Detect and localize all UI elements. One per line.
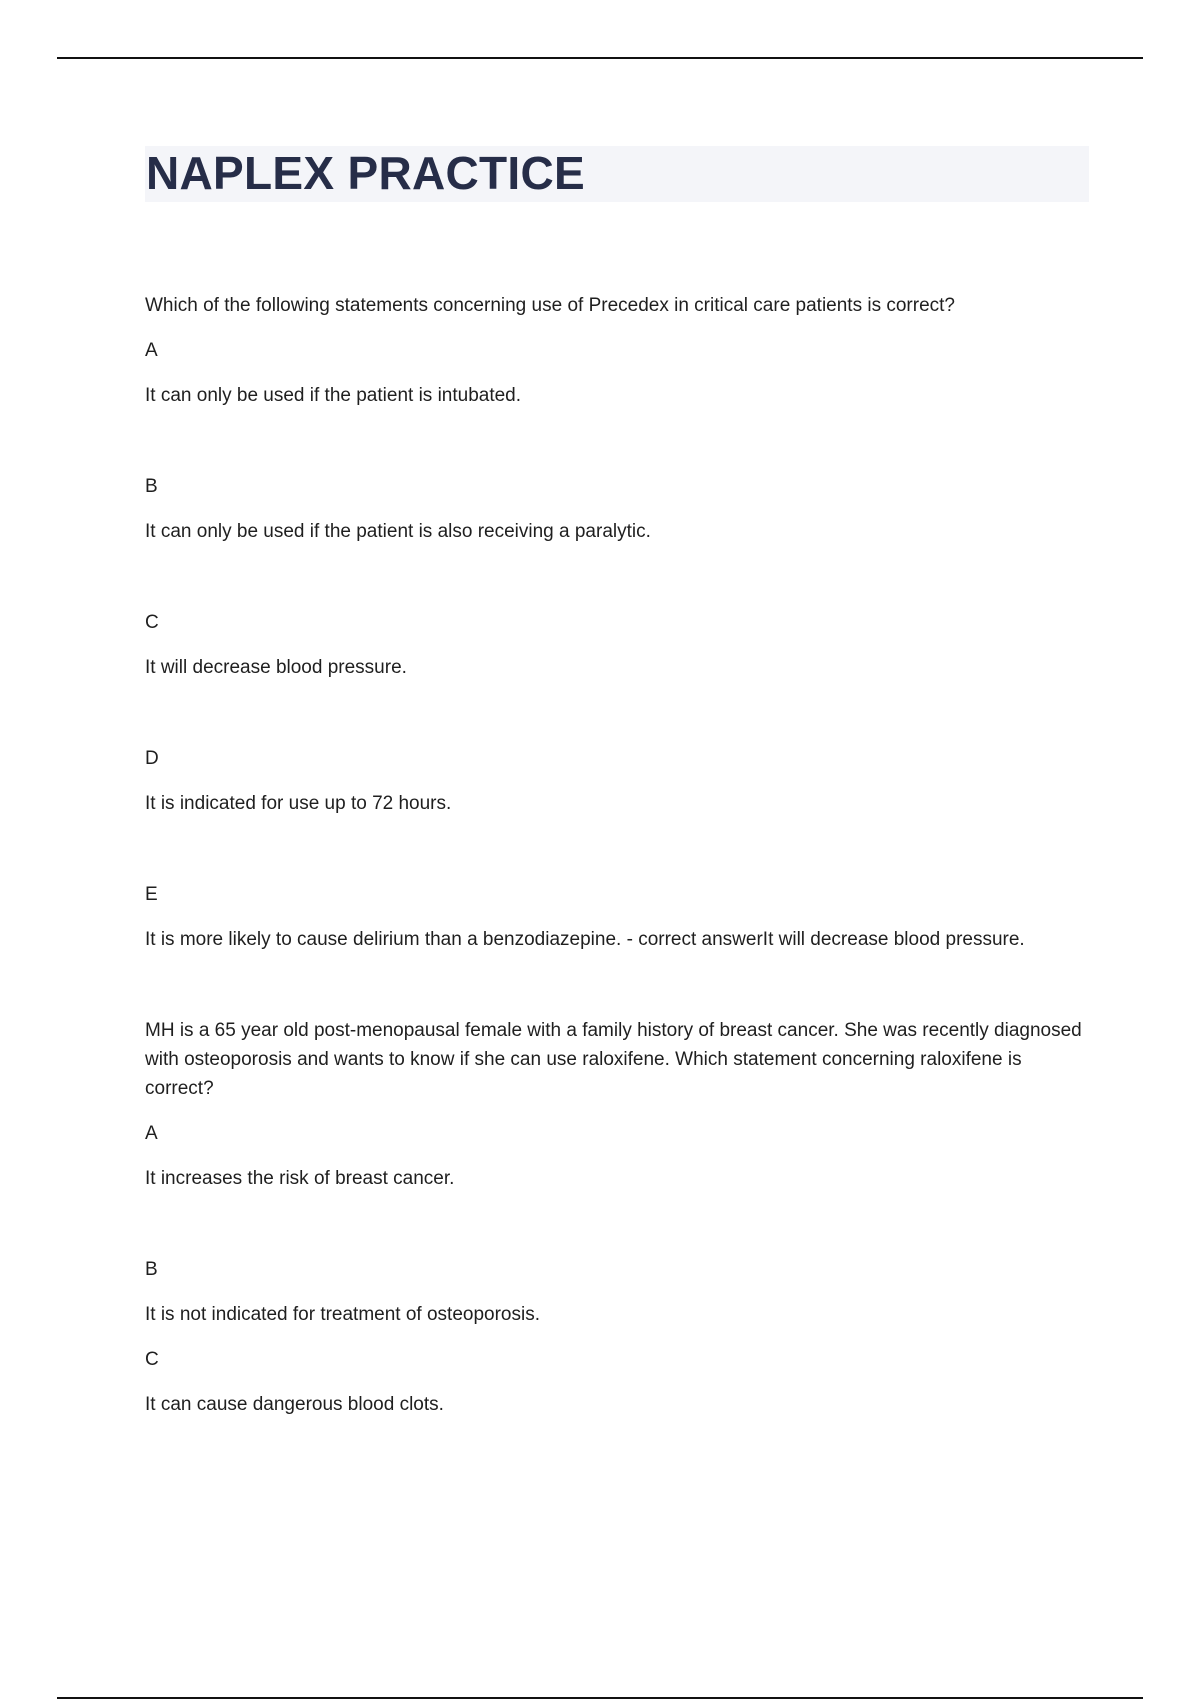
question-1-option-a-text: It can only be used if the patient is intubated. [145, 385, 522, 406]
question-2-option-a-text: It increases the risk of breast cancer. [145, 1168, 455, 1189]
footer-rule [57, 1697, 1143, 1699]
question-1-option-c-letter: C [145, 612, 159, 633]
question-1-option-e-letter: E [145, 884, 158, 905]
question-1-option-a-letter: A [145, 340, 158, 361]
question-2-prompt: MH is a 65 year old post-menopausal female with a family history of breast cancer. She was recently diagnosed with osteoporosis and wants to know if she can use raloxifene. Which statement concerning raloxifene is correct? [145, 1020, 1082, 1099]
question-1-prompt: Which of the following statements concerning use of Precedex in critical care patients is correct? [145, 295, 955, 316]
question-1-option-d-letter: D [145, 748, 159, 769]
question-1-option-c-text: It will decrease blood pressure. [145, 657, 407, 678]
question-2-option-b-letter: B [145, 1259, 158, 1280]
question-content [145, 291, 1085, 1419]
question-2-option-c-text: It can cause dangerous blood clots. [145, 1394, 444, 1415]
question-1-option-b-text: It can only be used if the patient is also receiving a paralytic. [145, 521, 651, 542]
question-1-option-e-text: It is more likely to cause delirium than a benzodiazepine. - correct answerIt will decrease blood pressure. [145, 929, 1025, 950]
page-title: NAPLEX PRACTICE [146, 147, 585, 199]
question-1-option-b-letter: B [145, 476, 158, 497]
question-2-option-a-letter: A [145, 1123, 158, 1144]
question-1-option-d-text: It is indicated for use up to 72 hours. [145, 793, 452, 814]
question-2-option-b-text: It is not indicated for treatment of osteoporosis. [145, 1304, 540, 1325]
question-2-option-c-letter: C [145, 1349, 159, 1370]
header-rule [57, 57, 1143, 59]
